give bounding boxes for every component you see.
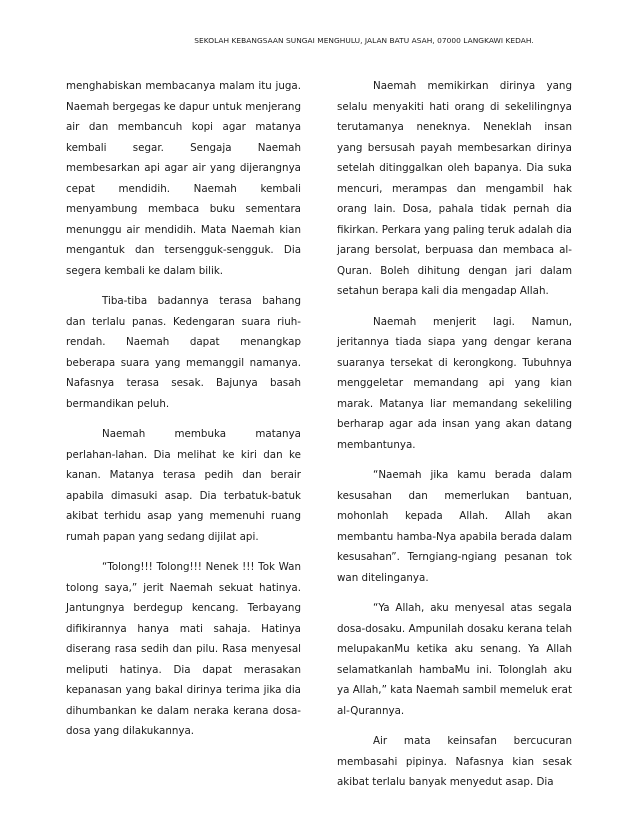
paragraph: “Tolong!!! Tolong!!! Nenek !!! Tok Wan tolong saya,” jerit Naemah sekuat hatinya. Jantungnya berdegup kencang. Terbayang difikirannya hanya mati sahaja. Hatinya diserang rasa sedih dan pilu. Rasa menyesal meliputi hatinya. Dia dapat merasakan kepanasan yang bakal dirinya terima jika dia dihumbankan ke dalam neraka kerana dosa-dosa yang dilakukannya. [66,561,301,737]
page-header: SEKOLAH KEBANGSAAN SUNGAI MENGHULU, JALAN BATU ASAH, 07000 LANGKAWI KEDAH. [194,36,534,45]
paragraph: Naemah menjerit lagi. Namun, jeritannya tiada siapa yang dengar kerana suaranya tersekat di kerongkong. Tubuhnya menggeletar memandang api yang kian marak. Matanya liar memandang sekeliling berharap agar ada insan yang akan datang membantunya. [337,315,572,451]
paragraph: Naemah membuka matanya perlahan-lahan. Dia melihat ke kiri dan ke kanan. Matanya terasa pedih dan berair apabila dimasuki asap. Dia terbatuk-batuk akibat terhidu asap yang memenuhi ruang rumah papan yang sedang dijilat api. [66,428,301,543]
paragraph: Air mata keinsafan bercucuran membasahi pipinya. Nafasnya kian sesak akibat terlalu banyak menyedut asap. Dia [337,735,572,788]
paragraph: menghabiskan membacanya malam itu juga. Naemah bergegas ke dapur untuk menjerang air dan membancuh kopi agar matanya kembali segar. Sengaja Naemah membesarkan api agar air yang dijerangnya cepat mendidih. Naemah kembali menyambung membaca buku sementara menunggu air mendidih. Mata Naemah kian mengantuk dan tersengguk-sengguk. Dia segera kembali ke dalam bilik. [66,80,301,277]
paragraph: Tiba-tiba badannya terasa bahang dan terlalu panas. Kedengaran suara riuh-rendah. Naemah dapat menangkap beberapa suara yang memanggil namanya. Nafasnya terasa sesak. Bajunya basah bermandikan peluh. [66,295,301,410]
paragraph: “Ya Allah, aku menyesal atas segala dosa-dosaku. Ampunilah dosaku kerana telah melupakanMu ketika aku senang. Ya Allah selamatkanlah hambaMu ini. Tolonglah aku ya Allah,” kata Naemah sambil memeluk erat al-Qurannya. [337,602,572,717]
paragraph: “Naemah jika kamu berada dalam kesusahan dan memerlukan bantuan, mohonlah kepada Allah. Allah akan membantu hamba-Nya apabila berada dalam kesusahan”. Terngiang-ngiang pesanan tok wan ditelinganya. [337,469,572,584]
right-column [337,76,572,803]
paragraph: Naemah memikirkan dirinya yang selalu menyakiti hati orang di sekelilingnya terutamanya neneknya. Neneklah insan yang bersusah payah membesarkan dirinya setelah ditinggalkan oleh bapanya. Dia suka mencuri, merampas dan mengambil hak orang lain. Dosa, pahala tidak pernah dia fikirkan. Perkara yang paling teruk adalah dia jarang bersolat, berpuasa dan membaca al-Quran. Boleh dihitung dengan jari dalam setahun berapa kali dia mengadap Allah. [337,80,572,297]
left-column [66,76,301,752]
